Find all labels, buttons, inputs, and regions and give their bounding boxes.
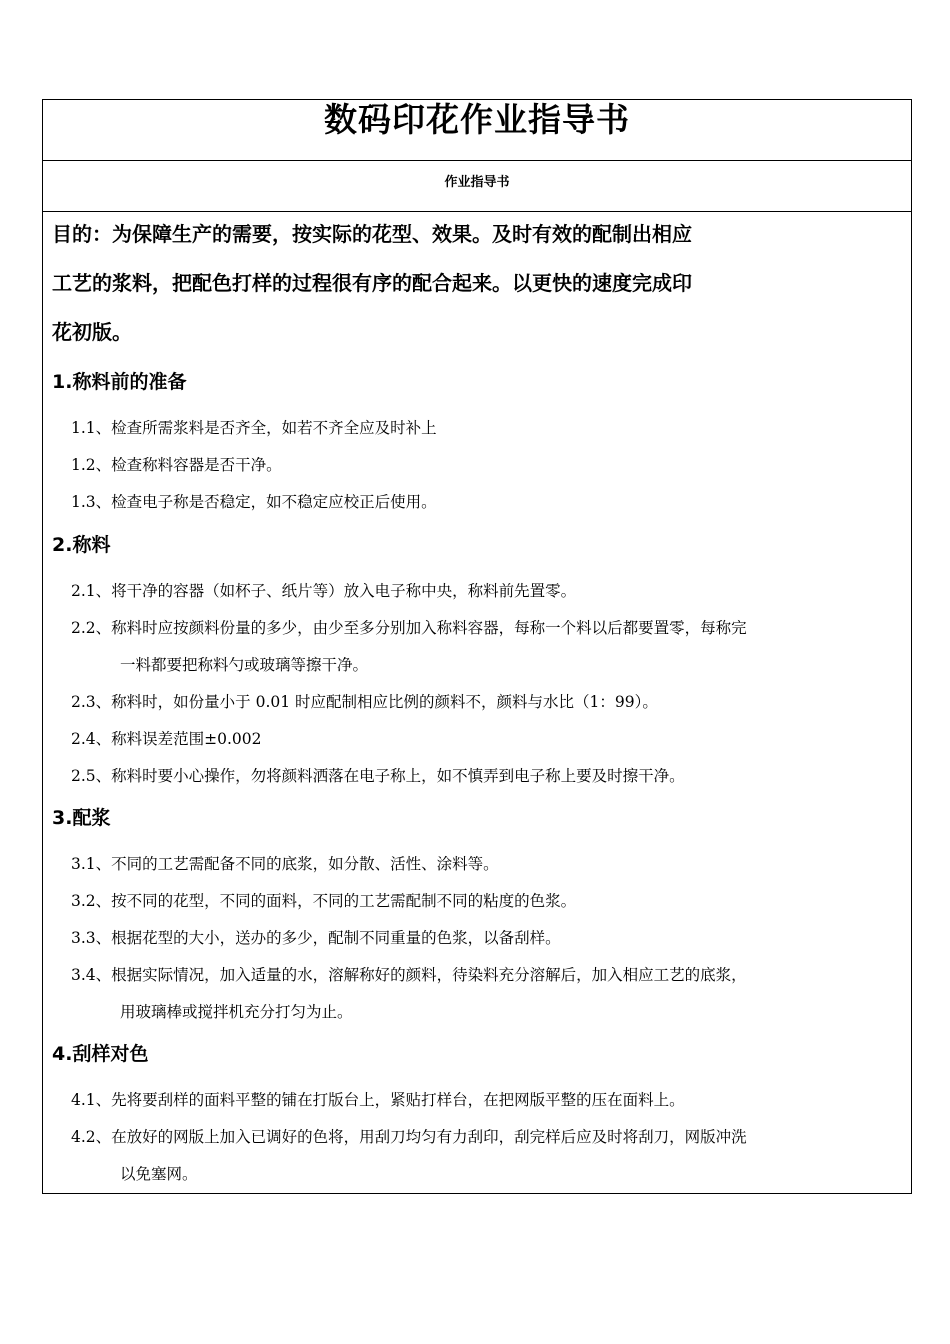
list-item: 1.3、检查电子称是否稳定，如不稳定应校正后使用。	[71, 493, 437, 511]
list-item-text: 2.2、称料时应按颜料份量的多少，由少至多分别加入称料容器，每称一个料以后都要置零，每称完	[71, 619, 747, 637]
document-title: 数码印花作业指导书	[324, 100, 630, 139]
section-heading: 2.称料	[52, 534, 111, 556]
section-heading: 4.刮样对色	[52, 1043, 149, 1065]
list-item: 1.2、检查称料容器是否干净。	[71, 456, 282, 474]
list-item: 2.4、称料误差范围±0.002	[71, 730, 262, 748]
list-item: 3.1、不同的工艺需配备不同的底浆，如分散、活性、涂料等。	[71, 855, 499, 873]
list-item: 2.5、称料时要小心操作，勿将颜料洒落在电子称上，如不慎弄到电子称上要及时擦干净。	[71, 767, 685, 785]
document-frame	[42, 99, 912, 1194]
list-item: 4.1、先将要刮样的面料平整的铺在打版台上，紧贴打样台，在把网版平整的压在面料上。	[71, 1091, 685, 1109]
document-subtitle: 作业指导书	[444, 175, 510, 190]
section-heading: 1.称料前的准备	[52, 371, 187, 393]
list-item-continuation: 一料都要把称料勺或玻璃等擦干净。	[120, 656, 369, 674]
list-item	[71, 610, 907, 684]
list-item-continuation: 以免塞网。	[120, 1165, 198, 1183]
purpose-line: 目的：为保障生产的需要，按实际的花型、效果。及时有效的配制出相应	[52, 222, 692, 246]
list-item: 2.3、称料时，如份量小于 0.01 时应配制相应比例的颜料不，颜料与水比（1：99）。	[71, 693, 658, 711]
list-item-text: 4.2、在放好的网版上加入已调好的色将，用刮刀均匀有力刮印，刮完样后应及时将刮刀，网版冲洗	[71, 1128, 747, 1146]
list-item-text: 3.4、根据实际情况，加入适量的水，溶解称好的颜料，待染料充分溶解后，加入相应工艺的底浆，	[71, 966, 747, 984]
list-item	[71, 957, 907, 1031]
list-item-continuation: 用玻璃棒或搅拌机充分打匀为止。	[120, 1003, 353, 1021]
purpose-line: 花初版。	[52, 320, 132, 344]
list-item: 1.1、检查所需浆料是否齐全，如若不齐全应及时补上	[71, 419, 437, 437]
subtitle-row	[43, 161, 911, 212]
list-item	[71, 1119, 907, 1193]
list-item: 3.2、按不同的花型，不同的面料，不同的工艺需配制不同的粘度的色浆。	[71, 892, 577, 910]
list-item: 2.1、将干净的容器（如杯子、纸片等）放入电子称中央，称料前先置零。	[71, 582, 577, 600]
title-row	[43, 100, 911, 161]
purpose-line: 工艺的浆料，把配色打样的过程很有序的配合起来。以更快的速度完成印	[52, 271, 692, 295]
section-heading: 3.配浆	[52, 807, 111, 829]
list-item: 3.3、根据花型的大小，送办的多少，配制不同重量的色浆，以备刮样。	[71, 929, 561, 947]
